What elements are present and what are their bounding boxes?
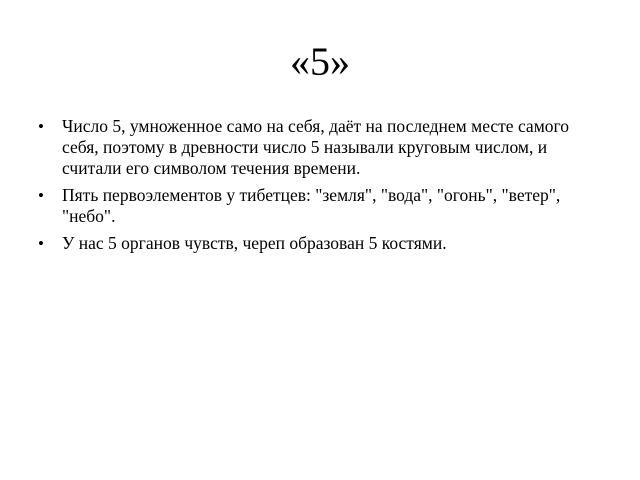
slide-title: «5» bbox=[290, 39, 350, 84]
bullet-text: Число 5, умноженное само на себя, даёт на последнем месте самого себя, поэтому в древности число 5 называли круговым числом, и считали его символом течения времени. bbox=[62, 116, 570, 178]
list-item bbox=[34, 233, 594, 254]
bullet-text: У нас 5 органов чувств, череп образован 5 костями. bbox=[62, 233, 447, 253]
list-item bbox=[34, 185, 594, 227]
list-item bbox=[34, 116, 594, 179]
bullet-list bbox=[34, 116, 594, 260]
bullet-icon: • bbox=[38, 234, 44, 253]
bullet-icon: • bbox=[38, 186, 44, 205]
bullet-text: Пять первоэлементов у тибетцев: "земля", "вода", "огонь", "ветер", "небо". bbox=[62, 185, 561, 226]
bullet-icon: • bbox=[38, 117, 44, 136]
